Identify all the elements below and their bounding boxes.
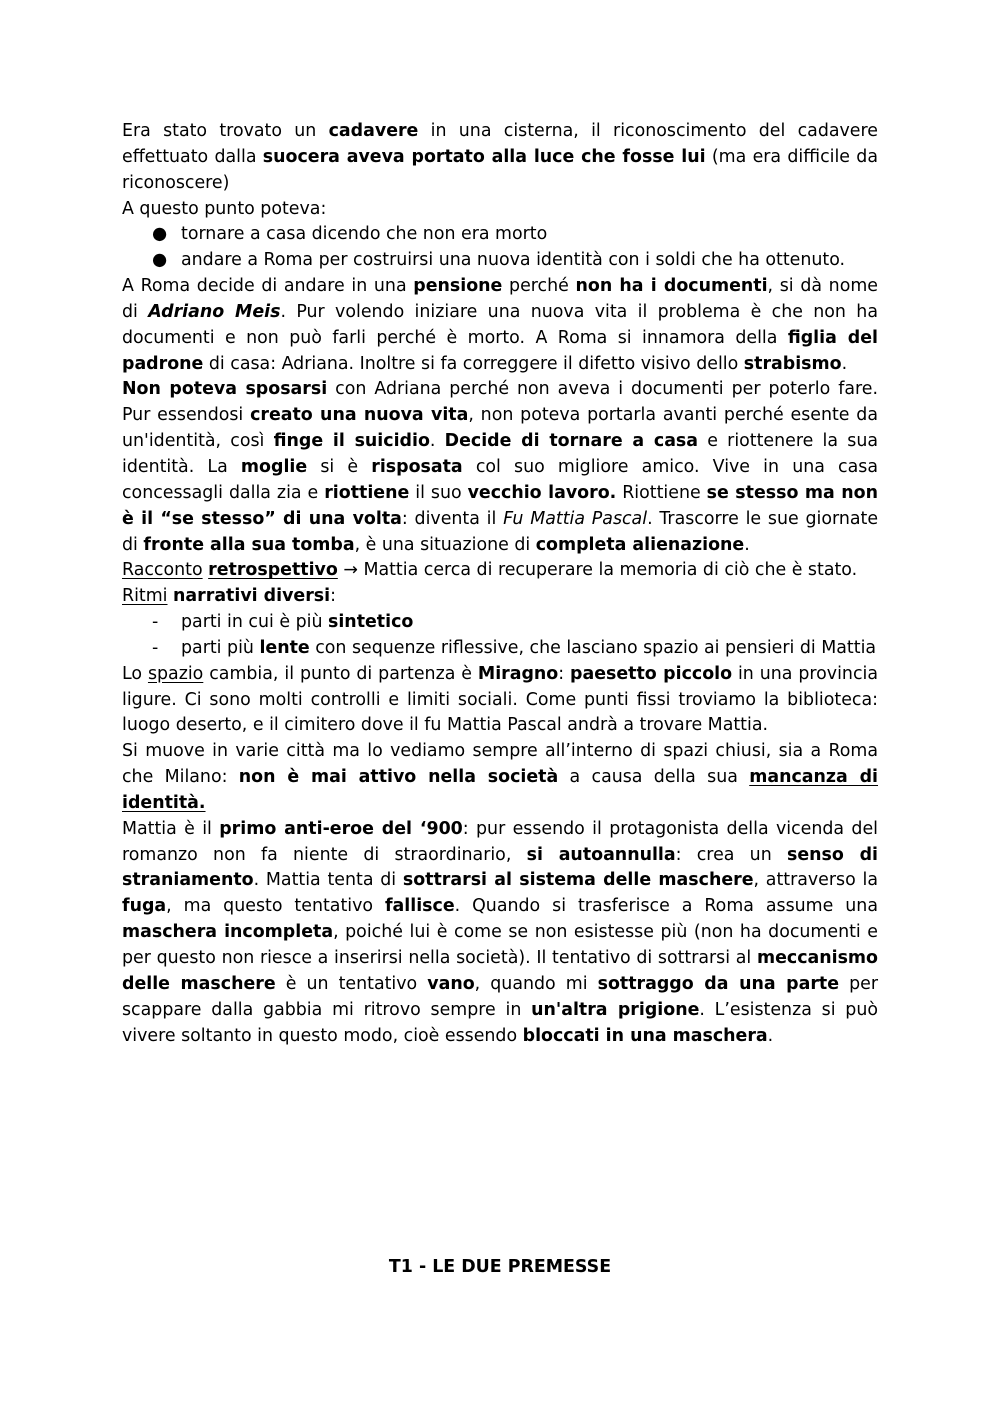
bullet-icon: ● xyxy=(152,250,168,271)
text-run: non ha i documenti xyxy=(575,276,768,297)
document-body xyxy=(122,119,878,1049)
text-run: maschera incompleta xyxy=(122,922,334,943)
text-run: moglie xyxy=(240,456,308,477)
text-run: → Mattia cerca di recuperare la memoria di ciò che è stato. xyxy=(337,560,858,581)
paragraph-citta xyxy=(122,739,878,817)
text-run: Ritmi xyxy=(122,586,168,607)
text-run: Decide di tornare a casa xyxy=(444,431,699,452)
list-item xyxy=(122,636,878,662)
text-run: : pur essendo il protagonista della vicenda del romanzo non fa niente di straordinario, xyxy=(122,818,878,865)
text-run: Racconto xyxy=(122,560,203,581)
text-run: riottiene xyxy=(324,482,410,503)
text-run: e riottenere la sua identità. La xyxy=(122,431,878,477)
text-run: sottraggo da una parte xyxy=(597,973,840,994)
text-run: figlia del padrone xyxy=(122,327,878,374)
text-run: senso di straniamento xyxy=(122,844,878,891)
text-run: in una cisterna, il riconoscimento del cadavere effettuato dalla xyxy=(122,121,878,167)
text-run: è un tentativo xyxy=(275,973,428,994)
text-run: Non poteva sposarsi xyxy=(122,379,328,400)
text-run: . Quando si trasferisce a Roma assume una xyxy=(454,896,878,917)
text-run: Riottiene xyxy=(616,482,707,503)
text-run: non è mai attivo nella società xyxy=(238,767,559,788)
text-run: primo anti-eroe del ‘900 xyxy=(219,818,463,839)
text-run: : diventa il xyxy=(401,508,504,529)
list-item xyxy=(122,248,878,274)
text-run: cadavere xyxy=(328,121,419,141)
text-run: vecchio lavoro. xyxy=(467,482,617,503)
text-run: finge il suicidio xyxy=(273,431,430,452)
paragraph-spazio xyxy=(122,662,878,740)
paragraph-cadavere xyxy=(122,119,878,197)
text-run: pensione xyxy=(413,276,503,297)
paragraph-ritorno xyxy=(122,377,878,558)
paragraph-racconto xyxy=(122,558,878,584)
text-run: , ma questo tentativo xyxy=(166,896,385,917)
text-run: . Mattia tenta di xyxy=(253,870,403,891)
text-run: meccanismo delle maschere xyxy=(122,948,878,994)
text-run: sintetico xyxy=(328,612,414,633)
text-run: , poiché lui è come se non esistesse più (non ha documenti e per questo non riesce a inserirsi nella società). Il tentativo di sottrarsi al xyxy=(122,922,878,968)
text-run: parti in cui è più xyxy=(181,612,328,633)
text-run: se stesso ma non è il “se stesso” di una volta xyxy=(122,482,878,529)
text-run: , si dà nome di xyxy=(122,276,878,322)
text-run: per scappare dalla gabbia mi ritrovo sempre in xyxy=(122,973,879,1020)
text-run: Adriano Meis xyxy=(148,301,281,322)
text-run: , attraverso la xyxy=(753,870,878,891)
text-run: A questo punto poteva: xyxy=(122,198,327,219)
text-run: vano xyxy=(427,973,475,994)
text-run: mancanza di identità. xyxy=(122,767,879,813)
text-run: : crea un xyxy=(675,844,787,865)
paragraph-antieroe xyxy=(122,817,878,1050)
text-run: . xyxy=(767,1025,774,1046)
text-run: perché xyxy=(502,276,576,297)
dash-marker: - xyxy=(152,637,159,658)
text-run: . xyxy=(841,353,848,374)
text-run: a causa della sua xyxy=(558,767,750,788)
options-list xyxy=(122,222,878,274)
text-run: : xyxy=(330,586,336,607)
text-run: suocera aveva portato alla luce che fosse lui xyxy=(262,146,706,167)
text-run: parti più xyxy=(181,637,260,658)
paragraph-options-intro xyxy=(122,197,878,223)
text-run: , non poteva portarla avanti perché esente da un'identità, così xyxy=(122,405,878,452)
text-run: Era stato trovato un xyxy=(122,121,329,141)
text-run: . xyxy=(744,534,750,555)
text-run: Fu Mattia Pascal xyxy=(503,508,648,529)
text-run: bloccati in una maschera xyxy=(522,1025,768,1046)
text-run: retrospettivo xyxy=(208,560,338,581)
text-run: (ma era difficile da riconoscere) xyxy=(122,146,878,193)
text-run: fallisce xyxy=(384,896,455,917)
text-run: : xyxy=(558,663,571,684)
text-run: paesetto piccolo xyxy=(570,663,733,684)
dash-marker: - xyxy=(152,612,159,633)
text-run: spazio xyxy=(147,663,204,684)
text-run: strabismo xyxy=(743,353,842,374)
paragraph-roma xyxy=(122,274,878,377)
text-run: fuga xyxy=(122,896,167,917)
text-run: narrativi diversi xyxy=(173,586,331,607)
text-run: di casa: Adriana. Inoltre si fa correggere il difetto visivo dello xyxy=(203,353,744,374)
text-run: sottrarsi al sistema delle maschere xyxy=(402,870,754,891)
text-run: con Adriana perché non aveva i documenti per poterlo fare. Pur essendosi xyxy=(122,379,879,426)
text-run: in una provincia ligure. Ci sono molti controlli e limiti sociali. Come punti fissi troviamo la biblioteca: luogo deserto, e il cimitero dove il fu Mattia Pascal andrà a trovare Mattia. xyxy=(122,663,879,736)
text-run: si è xyxy=(307,456,372,477)
text-run: il suo xyxy=(409,482,468,503)
text-run: fronte alla sua tomba xyxy=(143,534,355,555)
text-run: tornare a casa dicendo che non era morto xyxy=(181,224,548,245)
list-item xyxy=(122,610,878,636)
section-heading: T1 - LE DUE PREMESSE xyxy=(388,1257,612,1277)
text-run: , è una situazione di xyxy=(354,534,536,555)
text-run: creato una nuova vita xyxy=(250,405,469,426)
text-run: completa alienazione xyxy=(535,534,745,555)
text-run: A Roma decide di andare in una xyxy=(122,276,414,297)
text-run: Miragno xyxy=(477,663,559,684)
text-run: Mattia è il xyxy=(122,818,220,839)
text-run: . Pur volendo iniziare una nuova vita il problema è che non ha documenti e non può farli perché è morto. A Roma si innamora della xyxy=(122,301,878,348)
text-run: lente xyxy=(259,637,310,658)
text-run: . xyxy=(429,431,445,452)
rhythms-list xyxy=(122,610,878,662)
text-run: col suo migliore amico. Vive in una casa concessagli dalla zia e xyxy=(122,456,878,503)
text-run: risposata xyxy=(371,456,463,477)
text-run: andare a Roma per costruirsi una nuova identità con i soldi che ha ottenuto. xyxy=(181,250,846,271)
text-run: si autoannulla xyxy=(526,844,676,865)
text-run: . L’esistenza si può vivere soltanto in questo modo, cioè essendo xyxy=(122,999,879,1046)
list-item xyxy=(122,222,878,248)
bullet-icon: ● xyxy=(152,224,168,245)
text-run: cambia, il punto di partenza è xyxy=(203,663,478,684)
text-run: con sequenze riflessive, che lasciano spazio ai pensieri di Mattia xyxy=(309,637,877,658)
text-run: , quando mi xyxy=(474,973,598,994)
paragraph-ritmi xyxy=(122,584,878,610)
text-run: . Trascorre le sue giornate di xyxy=(122,508,879,555)
text-run: Si muove in varie città ma lo vediamo sempre all’interno di spazi chiusi, sia a Roma che Milano: xyxy=(122,741,878,788)
text-run: Lo xyxy=(122,663,148,684)
text-run: un'altra prigione xyxy=(531,999,700,1020)
